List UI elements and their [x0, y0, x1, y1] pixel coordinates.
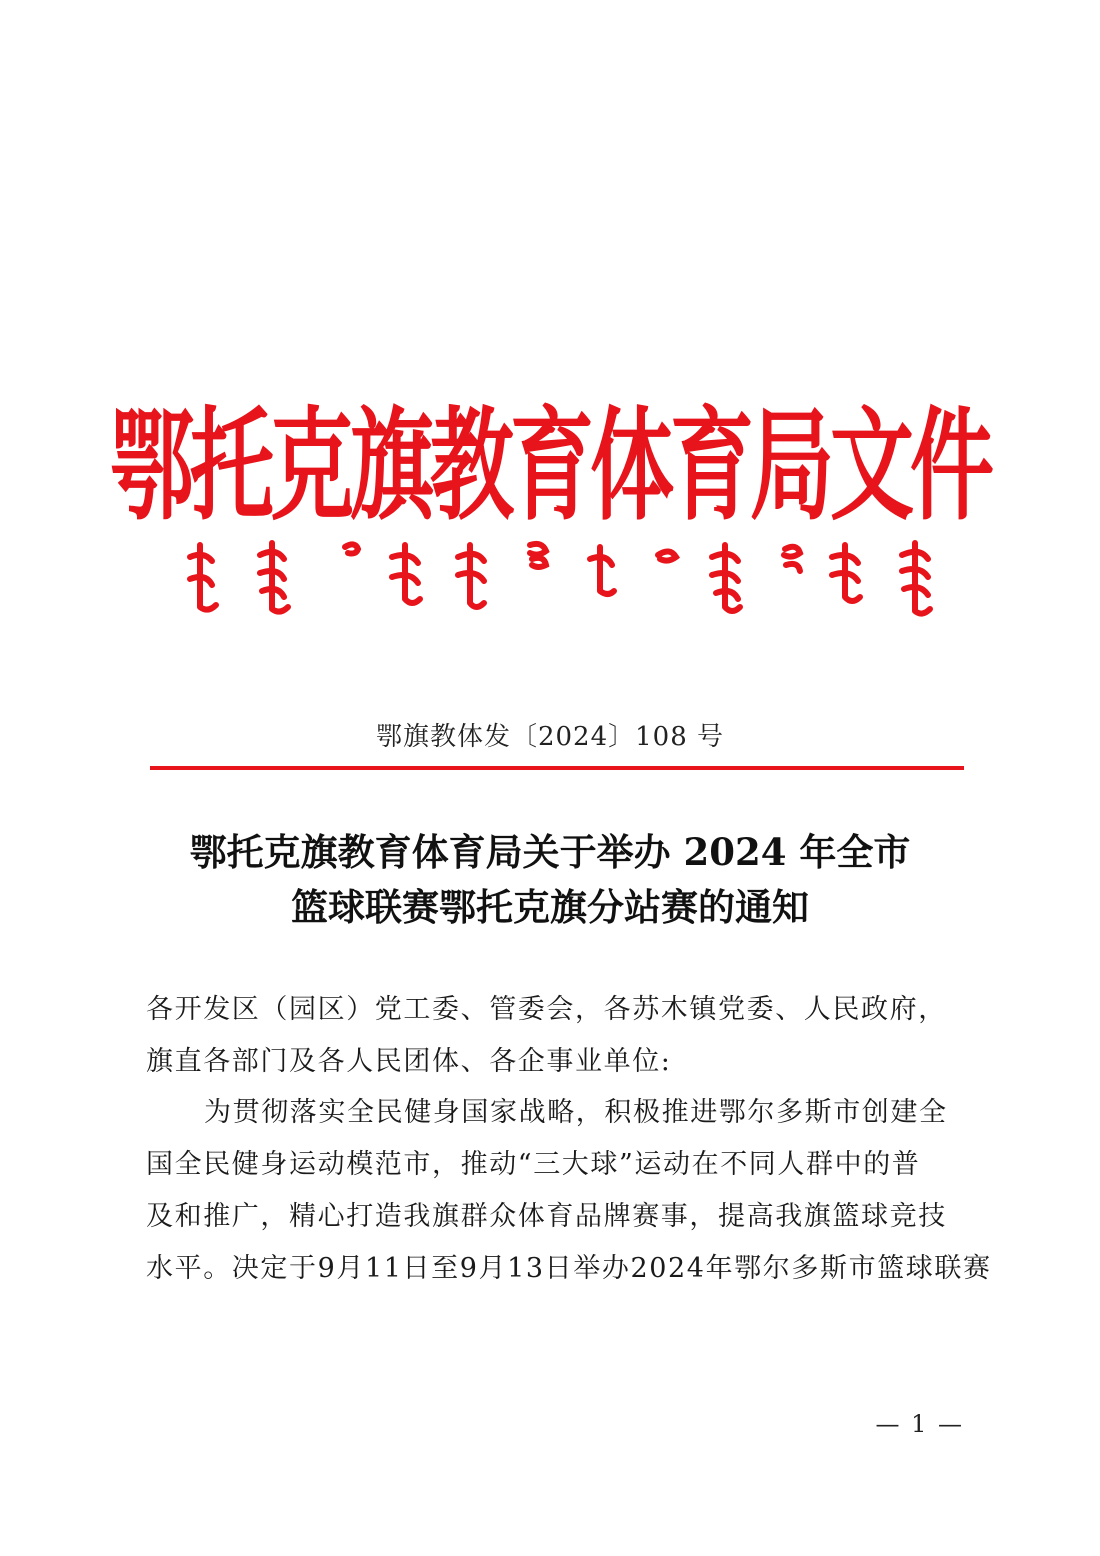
mongolian-glyph — [190, 545, 216, 610]
document-number: 鄂旗教体发〔2024〕108 号 — [375, 722, 725, 752]
body-line-3: 及和推广，精心打造我旗群众体育品牌赛事，提高我旗篮球竞技 — [146, 1201, 947, 1232]
recipients-line-1: 各开发区（园区）党工委、管委会，各苏木镇党委、人民政府， — [146, 994, 947, 1025]
body-line-2: 国全民健身运动模范市，推动“三大球”运动在不同人群中的普 — [146, 1149, 921, 1180]
mongolian-glyph — [658, 551, 676, 560]
document-title — [140, 825, 960, 935]
mongolian-glyph — [530, 544, 546, 567]
agency-masthead: 鄂托克旗教育体育局文件 — [109, 394, 990, 537]
mongolian-glyph — [712, 545, 740, 611]
mongolian-glyph — [260, 543, 288, 612]
title-line-1: 鄂托克旗教育体育局关于举办 2024 年全市 — [189, 830, 911, 874]
recipients-block — [146, 984, 976, 1088]
body-paragraph — [146, 1087, 992, 1295]
body-line-1: 为贯彻落实全民健身国家战略，积极推进鄂尔多斯市创建全 — [204, 1097, 948, 1128]
mongolian-glyph — [458, 545, 484, 607]
mongolian-glyph — [590, 547, 614, 594]
body-line-4: 水平。决定于9月11日至9月13日举办2024年鄂尔多斯市篮球联赛 — [146, 1253, 992, 1284]
mongolian-glyph — [392, 545, 420, 603]
page-number: — 1 — — [875, 1410, 964, 1438]
title-line-2: 篮球联赛鄂托克旗分站赛的通知 — [291, 885, 809, 929]
mongolian-glyph — [902, 543, 930, 614]
mongolian-glyph — [345, 544, 358, 553]
red-divider-line — [150, 766, 964, 770]
mongolian-glyph — [832, 545, 860, 601]
mongolian-glyph — [784, 547, 800, 571]
mongolian-script-emblem — [180, 537, 950, 617]
recipients-line-2: 旗直各部门及各人民团体、各企事业单位: — [146, 1046, 672, 1077]
